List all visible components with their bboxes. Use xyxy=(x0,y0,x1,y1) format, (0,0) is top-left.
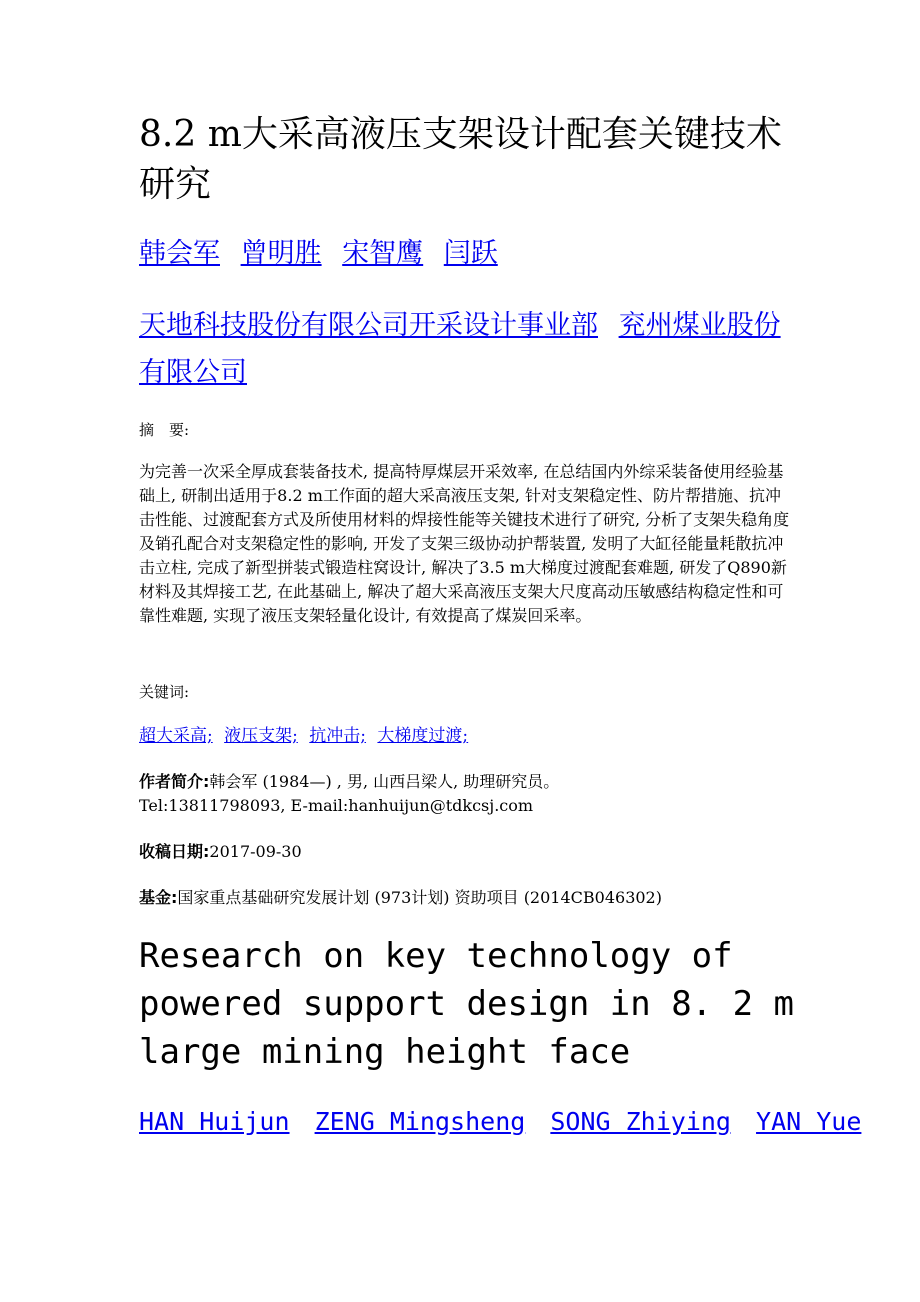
received-date xyxy=(139,840,799,864)
authors-chinese xyxy=(139,232,799,276)
affiliation-link-1[interactable]: 天地科技股份有限公司开采设计事业部 xyxy=(139,310,598,341)
author-intro-label: 作者简介: xyxy=(139,772,210,791)
keywords-list xyxy=(139,724,794,748)
abstract-text: 为完善一次采全厚成套装备技术, 提高特厚煤层开采效率, 在总结国内外综采装备使用经验基础上, 研制出适用于8.2 m工作面的超大采高液压支架, 针对支架稳定性、防片帮措施、抗冲击性能、过渡配套方式及所使用材料的焊接性能等关键技术进行了研究, 分析了支架失稳角度及销孔配合对支架稳定性的影响, 开发了支架三级协动护帮装置, 发明了大缸径能量耗散抗冲击立柱, 完成了新型拼装式锻造柱窝设计, 解决了3.5 m大梯度过渡配套难题, 研发了Q890新材料及其焊接工艺, 在此基础上, 解决了超大采高液压支架大尺度高动压敏感结构稳定性和可靠性难题, 实现了液压支架轻量化设计, 有效提高了煤炭回采率。 xyxy=(139,462,790,625)
fund-label: 基金: xyxy=(139,888,178,907)
received-label: 收稿日期: xyxy=(139,842,210,861)
author-link-4[interactable]: 闫跃 xyxy=(443,238,498,269)
affiliations-chinese xyxy=(139,302,799,396)
received-value: 2017-09-30 xyxy=(209,842,302,861)
abstract-label: 摘 要: xyxy=(139,421,190,439)
fund-info xyxy=(139,886,799,910)
author-en-link-3[interactable]: SONG Zhiying xyxy=(550,1107,731,1136)
author-link-2[interactable]: 曾明胜 xyxy=(240,238,322,269)
title-english: Research on key technology of powered support design in 8. 2 m large mining height face xyxy=(139,936,795,1072)
author-intro xyxy=(139,770,799,818)
keyword-link-1[interactable]: 超大采高; xyxy=(139,726,213,746)
keyword-link-4[interactable]: 大梯度过渡; xyxy=(377,726,469,746)
author-link-3[interactable]: 宋智鹰 xyxy=(342,238,424,269)
author-intro-line2: Tel:13811798093, E-mail:hanhuijun@tdkcsj.com xyxy=(139,796,534,815)
keywords-label: 关键词: xyxy=(139,683,190,701)
author-intro-line1: 韩会军 (1984—) , 男, 山西吕梁人, 助理研究员。 xyxy=(209,772,560,791)
keyword-link-3[interactable]: 抗冲击; xyxy=(309,726,367,746)
affiliation-link-2[interactable]: 兖州煤业股份有限公司 xyxy=(139,310,781,388)
fund-value: 国家重点基础研究发展计划 (973计划) 资助项目 (2014CB046302) xyxy=(177,888,662,907)
keyword-link-2[interactable]: 液压支架; xyxy=(224,726,298,746)
author-link-1[interactable]: 韩会军 xyxy=(139,238,220,269)
title-chinese: 8.2 m大采高液压支架设计配套关键技术研究 xyxy=(139,114,782,205)
author-en-link-4[interactable]: YAN Yue xyxy=(756,1107,862,1136)
author-en-link-2[interactable]: ZENG Mingsheng xyxy=(314,1107,526,1136)
author-en-link-1[interactable]: HAN Huijun xyxy=(139,1107,290,1136)
authors-english xyxy=(139,1102,862,1142)
